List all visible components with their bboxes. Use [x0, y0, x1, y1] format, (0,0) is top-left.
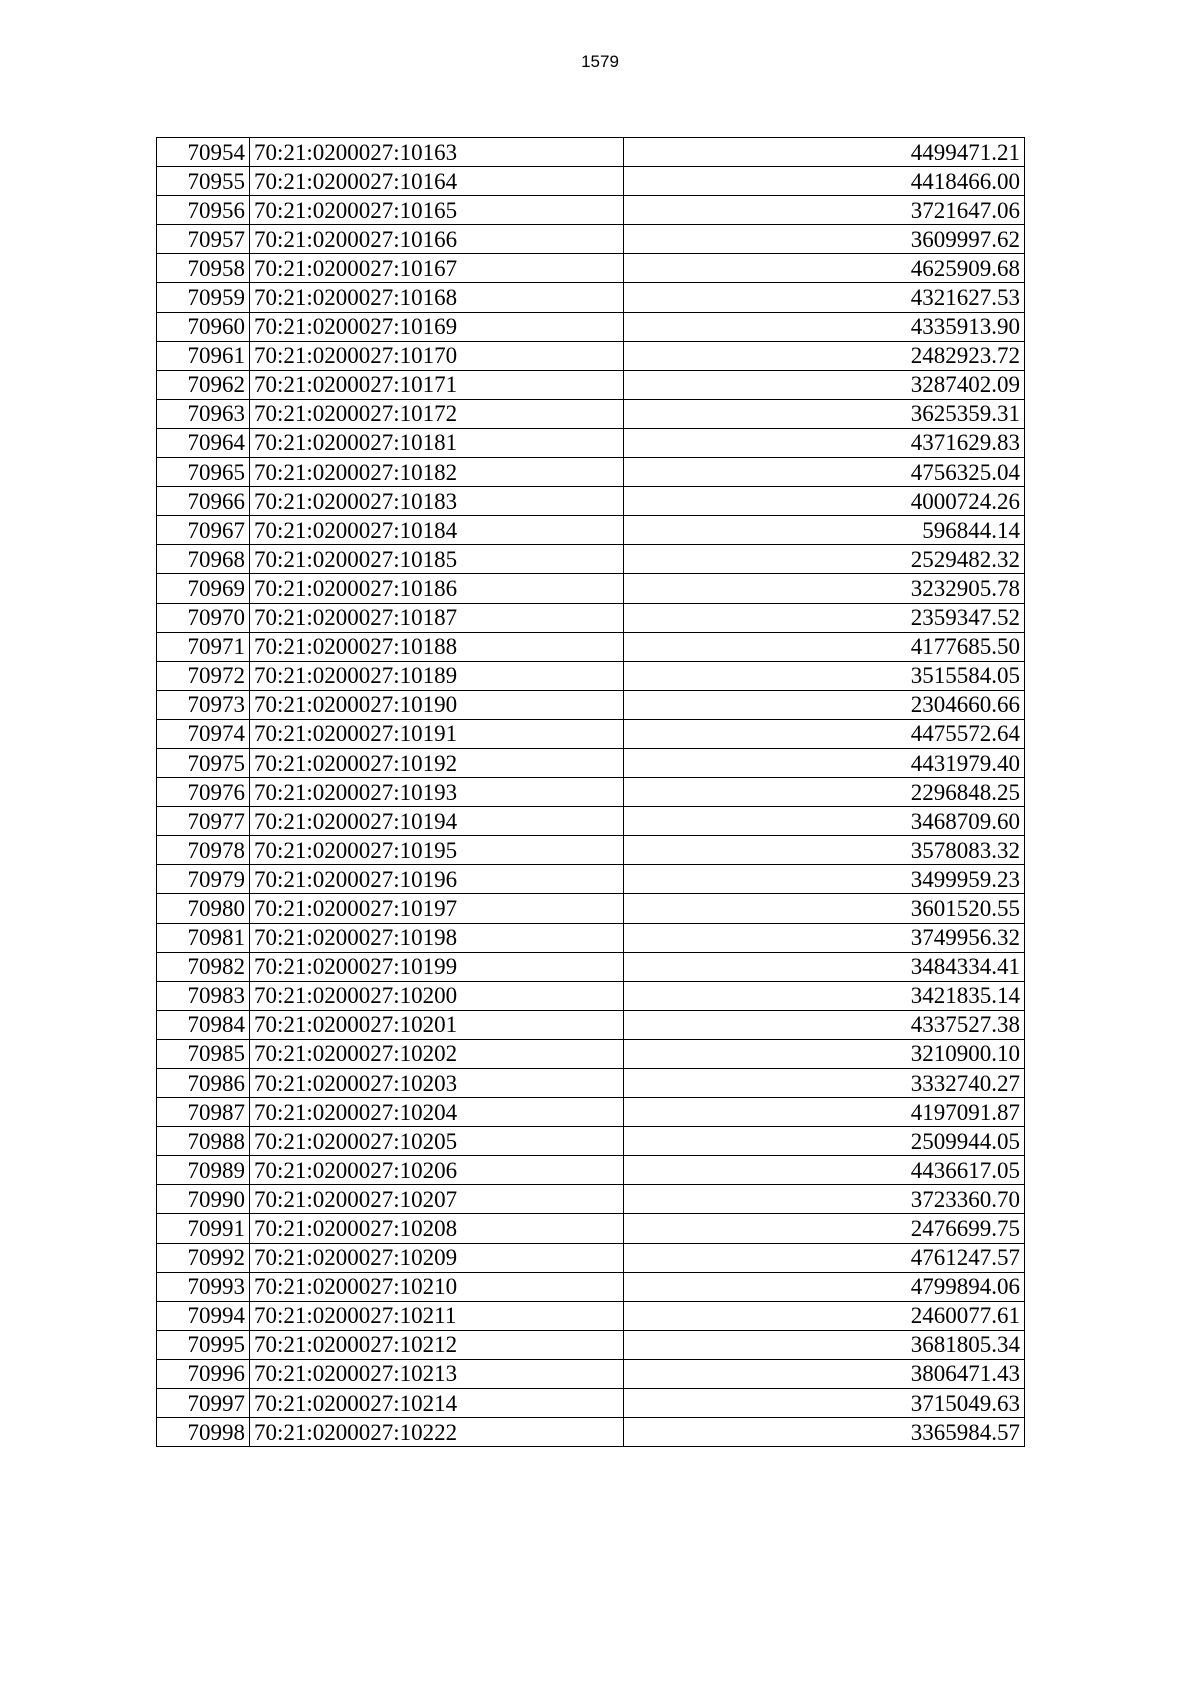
- cadastral-number: 70:21:0200027:10194: [250, 807, 624, 836]
- row-number: 70956: [157, 196, 250, 225]
- cadastral-number: 70:21:0200027:10195: [250, 836, 624, 865]
- table-row: [157, 1156, 1025, 1185]
- row-number: 70967: [157, 516, 250, 545]
- cadastral-value: 2304660.66: [624, 690, 1025, 719]
- table-row: [157, 370, 1025, 399]
- cadastral-value: 3484334.41: [624, 952, 1025, 981]
- cadastral-number: 70:21:0200027:10172: [250, 399, 624, 428]
- table-row: [157, 690, 1025, 719]
- cadastral-number: 70:21:0200027:10203: [250, 1069, 624, 1098]
- cadastral-value: 2482923.72: [624, 341, 1025, 370]
- table-row: [157, 1418, 1025, 1447]
- cadastral-value: 4625909.68: [624, 254, 1025, 283]
- row-number: 70979: [157, 865, 250, 894]
- cadastral-value: 3421835.14: [624, 981, 1025, 1010]
- table-row: [157, 1243, 1025, 1272]
- cadastral-number: 70:21:0200027:10166: [250, 225, 624, 254]
- cadastral-value: 3601520.55: [624, 894, 1025, 923]
- cadastral-number: 70:21:0200027:10187: [250, 603, 624, 632]
- table-row: [157, 981, 1025, 1010]
- table-row: [157, 1010, 1025, 1039]
- row-number: 70989: [157, 1156, 250, 1185]
- cadastral-value: 3609997.62: [624, 225, 1025, 254]
- cadastral-number: 70:21:0200027:10182: [250, 458, 624, 487]
- cadastral-value: 4418466.00: [624, 167, 1025, 196]
- table-row: [157, 1098, 1025, 1127]
- row-number: 70992: [157, 1243, 250, 1272]
- cadastral-value: 2460077.61: [624, 1301, 1025, 1330]
- row-number: 70987: [157, 1098, 250, 1127]
- cadastral-number: 70:21:0200027:10190: [250, 690, 624, 719]
- table-row: [157, 196, 1025, 225]
- row-number: 70994: [157, 1301, 250, 1330]
- cadastral-number: 70:21:0200027:10198: [250, 923, 624, 952]
- table-row: [157, 1330, 1025, 1359]
- cadastral-value: 4335913.90: [624, 312, 1025, 341]
- table-row: [157, 778, 1025, 807]
- row-number: 70968: [157, 545, 250, 574]
- table-row: [157, 283, 1025, 312]
- table-row: [157, 1214, 1025, 1243]
- row-number: 70982: [157, 952, 250, 981]
- row-number: 70980: [157, 894, 250, 923]
- row-number: 70970: [157, 603, 250, 632]
- cadastral-number: 70:21:0200027:10200: [250, 981, 624, 1010]
- table-row: [157, 1127, 1025, 1156]
- cadastral-value: 3515584.05: [624, 661, 1025, 690]
- row-number: 70973: [157, 690, 250, 719]
- cadastral-value: 2476699.75: [624, 1214, 1025, 1243]
- table-row: [157, 487, 1025, 516]
- row-number: 70981: [157, 923, 250, 952]
- table-row: [157, 428, 1025, 457]
- row-number: 70972: [157, 661, 250, 690]
- cadastral-number: 70:21:0200027:10202: [250, 1039, 624, 1068]
- cadastral-value: 3749956.32: [624, 923, 1025, 952]
- table-row: [157, 894, 1025, 923]
- cadastral-number: 70:21:0200027:10168: [250, 283, 624, 312]
- cadastral-value: 3715049.63: [624, 1389, 1025, 1418]
- cadastral-number: 70:21:0200027:10201: [250, 1010, 624, 1039]
- table-row: [157, 167, 1025, 196]
- cadastral-number: 70:21:0200027:10193: [250, 778, 624, 807]
- table-row: [157, 719, 1025, 748]
- cadastral-value: 4177685.50: [624, 632, 1025, 661]
- cadastral-number: 70:21:0200027:10197: [250, 894, 624, 923]
- row-number: 70976: [157, 778, 250, 807]
- row-number: 70991: [157, 1214, 250, 1243]
- cadastral-number: 70:21:0200027:10207: [250, 1185, 624, 1214]
- cadastral-value: 4761247.57: [624, 1243, 1025, 1272]
- row-number: 70978: [157, 836, 250, 865]
- cadastral-number: 70:21:0200027:10169: [250, 312, 624, 341]
- table-row: [157, 836, 1025, 865]
- row-number: 70957: [157, 225, 250, 254]
- cadastral-value: 2509944.05: [624, 1127, 1025, 1156]
- cadastral-value: 3332740.27: [624, 1069, 1025, 1098]
- cadastral-value: 4371629.83: [624, 428, 1025, 457]
- cadastral-value: 2529482.32: [624, 545, 1025, 574]
- row-number: 70954: [157, 138, 250, 167]
- table-row: [157, 254, 1025, 283]
- cadastral-value: 3365984.57: [624, 1418, 1025, 1447]
- table-row: [157, 1359, 1025, 1388]
- table-row: [157, 225, 1025, 254]
- cadastral-number: 70:21:0200027:10205: [250, 1127, 624, 1156]
- cadastral-value: 3210900.10: [624, 1039, 1025, 1068]
- table-row: [157, 458, 1025, 487]
- table-row: [157, 545, 1025, 574]
- row-number: 70990: [157, 1185, 250, 1214]
- cadastral-value: 2296848.25: [624, 778, 1025, 807]
- table-row: [157, 1389, 1025, 1418]
- cadastral-number: 70:21:0200027:10199: [250, 952, 624, 981]
- table-row: [157, 1039, 1025, 1068]
- row-number: 70964: [157, 428, 250, 457]
- row-number: 70996: [157, 1359, 250, 1388]
- cadastral-number: 70:21:0200027:10188: [250, 632, 624, 661]
- cadastral-number: 70:21:0200027:10167: [250, 254, 624, 283]
- cadastral-value: 4436617.05: [624, 1156, 1025, 1185]
- table-row: [157, 1301, 1025, 1330]
- cadastral-number: 70:21:0200027:10222: [250, 1418, 624, 1447]
- cadastral-number: 70:21:0200027:10181: [250, 428, 624, 457]
- cadastral-value: 4000724.26: [624, 487, 1025, 516]
- cadastral-value: 3499959.23: [624, 865, 1025, 894]
- cadastral-value: 2359347.52: [624, 603, 1025, 632]
- cadastral-value: 3578083.32: [624, 836, 1025, 865]
- table-row: [157, 923, 1025, 952]
- table-row: [157, 807, 1025, 836]
- cadastral-number: 70:21:0200027:10189: [250, 661, 624, 690]
- row-number: 70955: [157, 167, 250, 196]
- row-number: 70960: [157, 312, 250, 341]
- cadastral-value: 4337527.38: [624, 1010, 1025, 1039]
- page-number: 1579: [581, 52, 619, 71]
- cadastral-number: 70:21:0200027:10184: [250, 516, 624, 545]
- cadastral-value: 4321627.53: [624, 283, 1025, 312]
- cadastral-number: 70:21:0200027:10210: [250, 1272, 624, 1301]
- table-row: [157, 1185, 1025, 1214]
- cadastral-number: 70:21:0200027:10208: [250, 1214, 624, 1243]
- cadastral-number: 70:21:0200027:10185: [250, 545, 624, 574]
- cadastral-number: 70:21:0200027:10170: [250, 341, 624, 370]
- cadastral-number: 70:21:0200027:10214: [250, 1389, 624, 1418]
- table-row: [157, 138, 1025, 167]
- row-number: 70975: [157, 748, 250, 777]
- table-row: [157, 399, 1025, 428]
- cadastral-value: 4799894.06: [624, 1272, 1025, 1301]
- cadastral-number: 70:21:0200027:10213: [250, 1359, 624, 1388]
- cadastral-value: 4756325.04: [624, 458, 1025, 487]
- cadastral-number: 70:21:0200027:10206: [250, 1156, 624, 1185]
- cadastral-number: 70:21:0200027:10211: [250, 1301, 624, 1330]
- cadastral-value: 596844.14: [624, 516, 1025, 545]
- row-number: 70985: [157, 1039, 250, 1068]
- cadastral-value: 4475572.64: [624, 719, 1025, 748]
- cadastral-value: 4431979.40: [624, 748, 1025, 777]
- row-number: 70961: [157, 341, 250, 370]
- table-row: [157, 341, 1025, 370]
- row-number: 70993: [157, 1272, 250, 1301]
- table-row: [157, 516, 1025, 545]
- table-row: [157, 312, 1025, 341]
- cadastral-value: 3287402.09: [624, 370, 1025, 399]
- table-row: [157, 952, 1025, 981]
- row-number: 70971: [157, 632, 250, 661]
- table-row: [157, 632, 1025, 661]
- row-number: 70958: [157, 254, 250, 283]
- table-row: [157, 603, 1025, 632]
- cadastral-number: 70:21:0200027:10192: [250, 748, 624, 777]
- row-number: 70959: [157, 283, 250, 312]
- row-number: 70997: [157, 1389, 250, 1418]
- row-number: 70988: [157, 1127, 250, 1156]
- row-number: 70966: [157, 487, 250, 516]
- cadastre-value-table: [156, 137, 1025, 1447]
- table-row: [157, 574, 1025, 603]
- row-number: 70995: [157, 1330, 250, 1359]
- table-row: [157, 865, 1025, 894]
- cadastral-number: 70:21:0200027:10212: [250, 1330, 624, 1359]
- row-number: 70962: [157, 370, 250, 399]
- cadastral-number: 70:21:0200027:10186: [250, 574, 624, 603]
- cadastral-number: 70:21:0200027:10191: [250, 719, 624, 748]
- cadastral-value: 3723360.70: [624, 1185, 1025, 1214]
- cadastral-value: 4499471.21: [624, 138, 1025, 167]
- table-row: [157, 1272, 1025, 1301]
- row-number: 70969: [157, 574, 250, 603]
- cadastral-number: 70:21:0200027:10204: [250, 1098, 624, 1127]
- row-number: 70984: [157, 1010, 250, 1039]
- cadastral-number: 70:21:0200027:10171: [250, 370, 624, 399]
- cadastral-number: 70:21:0200027:10183: [250, 487, 624, 516]
- row-number: 70963: [157, 399, 250, 428]
- cadastral-value: 3721647.06: [624, 196, 1025, 225]
- cadastral-value: 3625359.31: [624, 399, 1025, 428]
- cadastral-value: 4197091.87: [624, 1098, 1025, 1127]
- cadastral-number: 70:21:0200027:10164: [250, 167, 624, 196]
- row-number: 70974: [157, 719, 250, 748]
- cadastral-number: 70:21:0200027:10209: [250, 1243, 624, 1272]
- table-body: [157, 138, 1025, 1447]
- row-number: 70965: [157, 458, 250, 487]
- row-number: 70983: [157, 981, 250, 1010]
- cadastral-value: 3806471.43: [624, 1359, 1025, 1388]
- cadastral-number: 70:21:0200027:10163: [250, 138, 624, 167]
- cadastral-value: 3232905.78: [624, 574, 1025, 603]
- cadastral-number: 70:21:0200027:10165: [250, 196, 624, 225]
- table-row: [157, 748, 1025, 777]
- cadastral-value: 3468709.60: [624, 807, 1025, 836]
- cadastral-value: 3681805.34: [624, 1330, 1025, 1359]
- row-number: 70977: [157, 807, 250, 836]
- row-number: 70986: [157, 1069, 250, 1098]
- cadastral-number: 70:21:0200027:10196: [250, 865, 624, 894]
- table-row: [157, 661, 1025, 690]
- table-row: [157, 1069, 1025, 1098]
- row-number: 70998: [157, 1418, 250, 1447]
